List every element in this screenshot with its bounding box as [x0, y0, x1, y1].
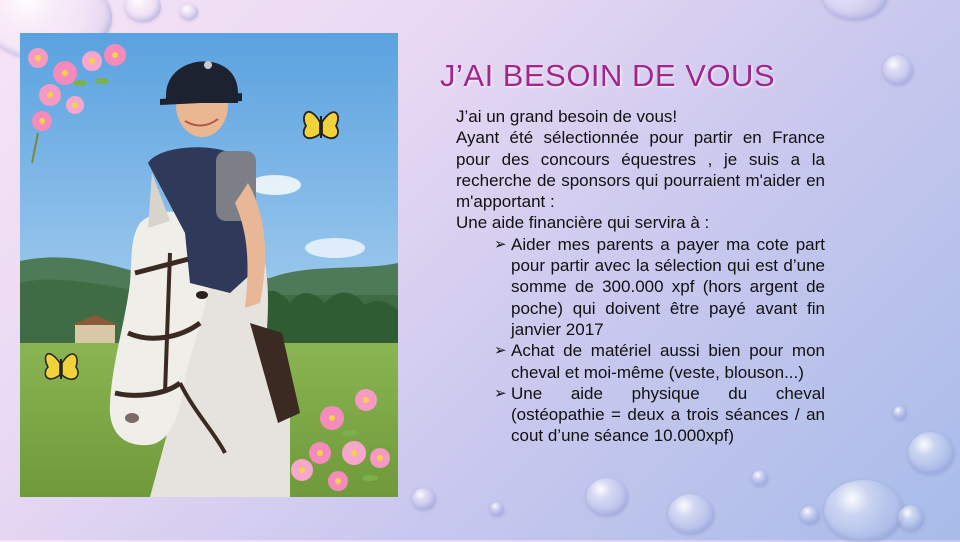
- water-drop: [893, 406, 907, 420]
- water-drop: [908, 432, 954, 474]
- list-item: [494, 234, 825, 340]
- slide-title: J’AI BESOIN DE VOUS: [440, 58, 776, 93]
- intro-line: J’ai un grand besoin de vous!: [456, 107, 678, 126]
- water-drop: [883, 55, 913, 85]
- list-item-text: Achat de matériel aussi bien pour mon cheval et moi-même (veste, blouson...): [511, 341, 825, 382]
- list-item-text: Une aide physique du cheval (ostéopathie = deux a trois séances / an cout d’une séance 10.000xpf): [511, 383, 825, 446]
- water-drop: [586, 478, 628, 516]
- list-item: [494, 340, 825, 383]
- water-drop: [824, 480, 904, 542]
- water-drop: [180, 4, 198, 20]
- list-item: [494, 383, 825, 447]
- bullet-list: [456, 234, 825, 447]
- slide-body: [456, 106, 825, 447]
- intro-line: Une aide financière qui servira à :: [456, 213, 710, 233]
- intro-paragraph: Ayant été sélectionnée pour partir en France pour des concours équestres , je suis a la recherche de sponsors qui pourraient m'aider en m'apportant :: [456, 128, 825, 212]
- water-drop: [412, 488, 436, 510]
- water-drop: [125, 0, 161, 22]
- water-drop: [822, 0, 888, 20]
- butterfly-icon: [300, 102, 342, 146]
- arrow-bullet-icon: ➢: [494, 342, 507, 360]
- water-drop: [800, 506, 820, 524]
- water-drop: [898, 505, 924, 531]
- water-drop: [490, 502, 504, 516]
- water-drop: [752, 470, 768, 486]
- arrow-bullet-icon: ➢: [494, 235, 507, 253]
- arrow-bullet-icon: ➢: [494, 384, 507, 402]
- water-drop: [668, 494, 714, 534]
- list-item-text: Aider mes parents a payer ma cote part pour partir avec la sélection qui est d’une somme de 300.000 xpf (hors argent de poche) qui doivent être payé avant fin janvier 2017: [511, 234, 825, 339]
